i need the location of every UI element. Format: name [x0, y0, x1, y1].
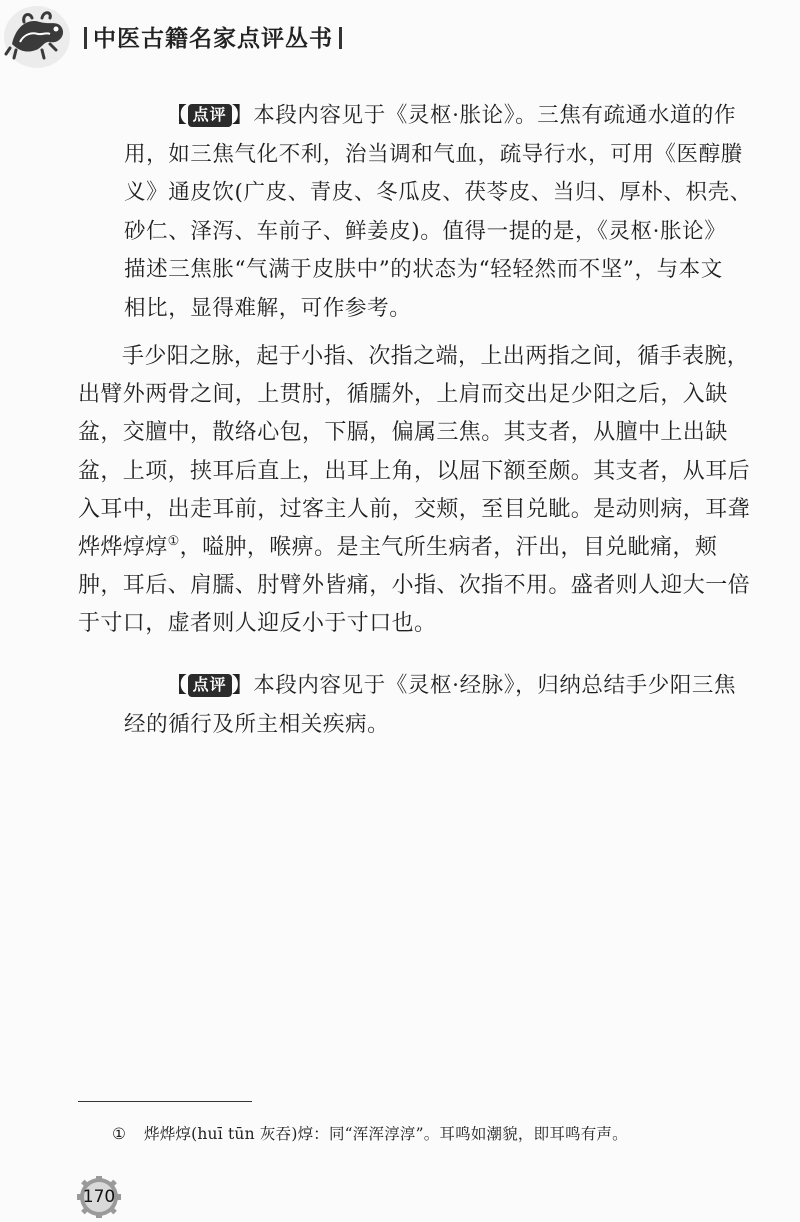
commentary-1-line: 相比，显得难解，可作参考。	[124, 295, 412, 321]
comment-label: 点评	[188, 104, 232, 127]
main-text-line: 入耳中，出走耳前，过客主人前，交颊，至目兑眦。是动则病，耳聋	[78, 496, 751, 522]
commentary-1-line: 描述三焦胀“气满于皮肤中”的状态为“轻轻然而不坚”，与本文	[124, 257, 723, 282]
dragon-emblem-icon	[2, 4, 72, 70]
commentary-1-line: 义》通皮饮(广皮、青皮、冬瓜皮、茯苓皮、当归、厚朴、枳壳、	[124, 180, 752, 205]
main-text-line: 盆，上项，挟耳后直上，出耳上角，以屈下额至颇。其支者，从耳后	[78, 458, 751, 484]
footnote-divider	[78, 1101, 252, 1102]
main-text-line: 盆，交膻中，散络心包，下膈，偏属三焦。其支者，从膻中上出缺	[78, 420, 728, 446]
footnote	[112, 1122, 628, 1144]
commentary-2-line: 经的循行及所主相关疾病。	[124, 711, 390, 737]
main-text-line: 手少阳之脉，起于小指、次指之端，上出两指之间，循手表腕，	[122, 344, 750, 369]
commentary-text: 本段内容见于《灵枢·胀论》。三焦有疏通水道的作	[253, 103, 737, 128]
title-bar-right	[339, 27, 342, 49]
main-text-fragment: 烨烨焞焞	[78, 535, 168, 561]
commentary-2-line	[86, 666, 736, 706]
comment-label: 点评	[188, 674, 232, 697]
bracket-close: 】	[231, 673, 254, 697]
footnote-number: ①	[112, 1125, 127, 1143]
title-bar-left	[84, 27, 87, 49]
commentary-badge	[166, 96, 253, 136]
main-text-block	[78, 338, 750, 644]
commentary-text: 本段内容见于《灵枢·经脉》，归纳总结手少阳三焦	[253, 673, 737, 698]
commentary-1-line: 砂仁、泽泻、车前子、鲜姜皮)。值得一提的是，《灵枢·胀论》	[124, 218, 727, 244]
page-number: 170	[82, 1187, 116, 1207]
commentary-badge	[166, 666, 253, 706]
page-number-badge	[76, 1176, 122, 1216]
main-text-line	[78, 529, 750, 567]
bracket-close: 】	[231, 103, 254, 127]
main-text-fragment: ，嗌肿，喉痹。是主气所生病者，汗出，目兑眦痛，颊	[179, 535, 718, 561]
series-title	[78, 22, 348, 56]
page-header	[0, 0, 800, 80]
bracket-open: 【	[166, 103, 188, 127]
footnote-text: 烨烨焞(huī tūn 灰吞)焞：同“浑浑淳淳”。耳鸣如潮貌，即耳鸣有声。	[144, 1125, 628, 1143]
bracket-open: 【	[166, 673, 188, 697]
main-text-line: 于寸口，虚者则人迎反小于寸口也。	[78, 611, 437, 637]
commentary-block-1	[86, 96, 752, 328]
main-text-line: 出臂外两骨之间，上贯肘，循臑外，上肩而交出足少阳之后，入缺	[78, 382, 728, 408]
main-text-line: 肿，耳后、肩臑、肘臂外皆痛，小指、次指不用。盛者则人迎大一倍	[78, 573, 751, 599]
commentary-1-line	[86, 96, 752, 136]
commentary-1-line: 用，如三焦气化不利，治当调和气血，疏导行水，可用《医醇賸	[124, 141, 743, 167]
series-title-text: 中医古籍名家点评丛书	[93, 26, 333, 52]
footnote-reference[interactable]: ①	[167, 534, 180, 550]
commentary-block-2	[86, 666, 736, 744]
